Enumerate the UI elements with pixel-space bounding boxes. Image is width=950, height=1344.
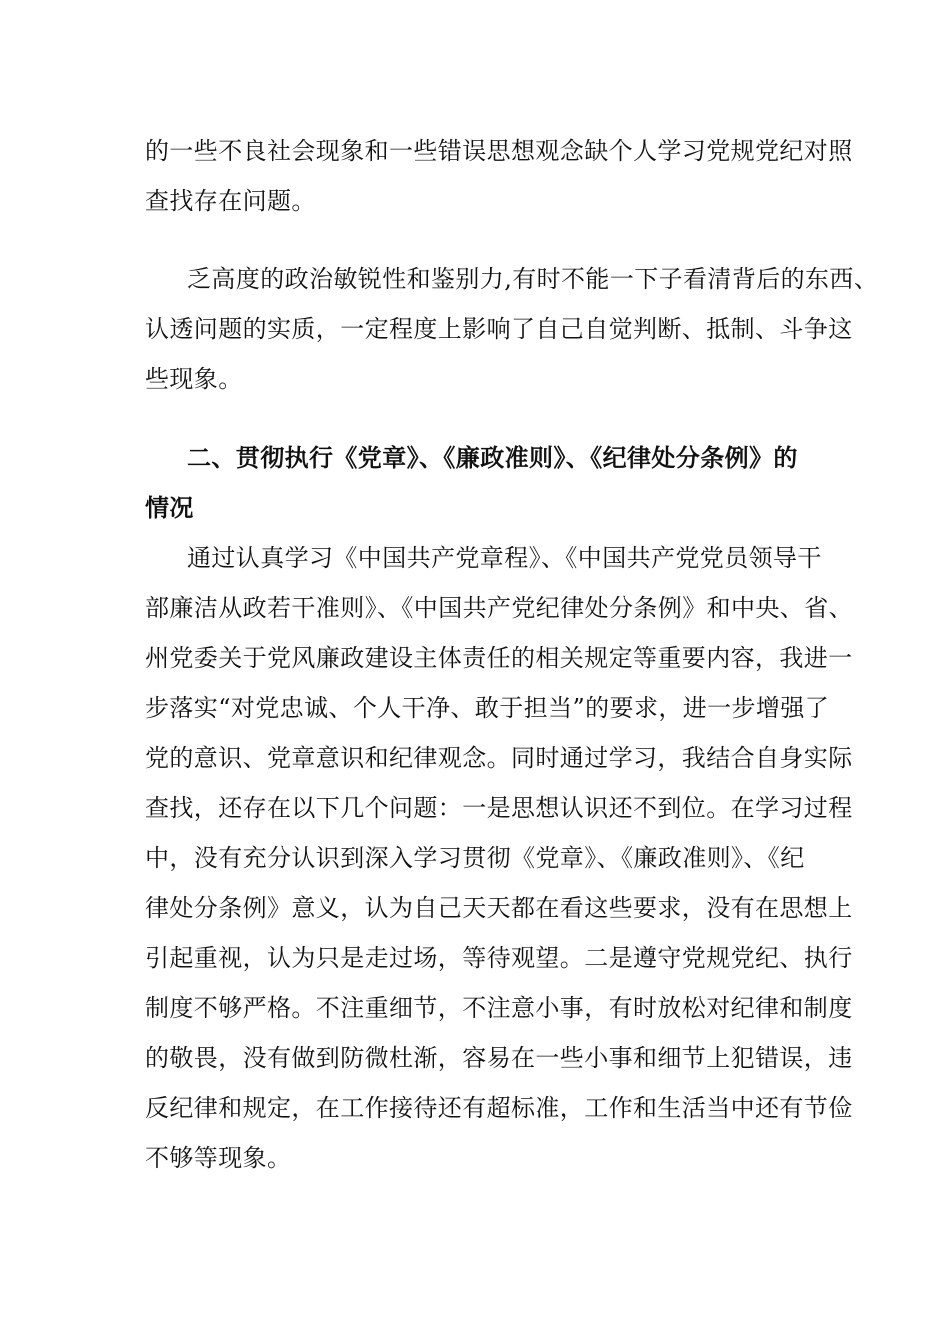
paragraph-2-line-3: 些现象。 [145, 365, 243, 393]
paragraph-3-line-1: 通过认真学习《中国共产党章程》、《中国共产党党员领导干 [187, 544, 822, 572]
paragraph-3-line-3: 州党委关于党风廉政建设主体责任的相关规定等重要内容，我进一 [145, 644, 853, 672]
paragraph-1-line-2: 查找存在问题。 [145, 187, 316, 215]
paragraph-3-line-5: 党的意识、党章意识和纪律观念。同时通过学习，我结合自身实际 [145, 744, 853, 772]
paragraph-3-line-6: 查找，还存在以下几个问题：一是思想认识还不到位。在学习过程 [145, 794, 853, 822]
paragraph-3-line-12: 反纪律和规定，在工作接待还有超标准，工作和生活当中还有节俭 [145, 1094, 853, 1122]
paragraph-1-line-1: 的一些不良社会现象和一些错误思想观念缺个人学习党规党纪对照 [145, 137, 853, 165]
section-heading-line-2: 情况 [145, 493, 194, 522]
paragraph-3-line-7: 中，没有充分认识到深入学习贯彻《党章》、《廉政准则》、《纪 [145, 844, 805, 872]
paragraph-3-line-13: 不够等现象。 [145, 1144, 292, 1172]
paragraph-2-line-2: 认透问题的实质，一定程度上影响了自己自觉判断、抵制、斗争这 [145, 315, 853, 343]
paragraph-3-line-2: 部廉洁从政若干准则》、《中国共产党纪律处分条例》和中央、省、 [145, 594, 853, 622]
paragraph-3-line-4: 步落实“对党忠诚、个人干净、敢于担当”的要求，进一步增强了 [145, 694, 830, 722]
section-heading-line-1: 二、贯彻执行《党章》、《廉政准则》、《纪律处分条例》的 [187, 443, 798, 472]
paragraph-3-line-10: 制度不够严格。不注重细节，不注意小事，有时放松对纪律和制度 [145, 994, 853, 1022]
paragraph-3-line-8: 律处分条例》意义，认为自己天天都在看这些要求，没有在思想上 [145, 894, 853, 922]
paragraph-2-line-1: 乏高度的政治敏锐性和鉴别力,有时不能一下子看清背后的东西、 [187, 265, 879, 293]
paragraph-3-line-11: 的敬畏，没有做到防微杜渐，容易在一些小事和细节上犯错误，违 [145, 1044, 853, 1072]
paragraph-3-line-9: 引起重视，认为只是走过场，等待观望。二是遵守党规党纪、执行 [145, 944, 853, 972]
